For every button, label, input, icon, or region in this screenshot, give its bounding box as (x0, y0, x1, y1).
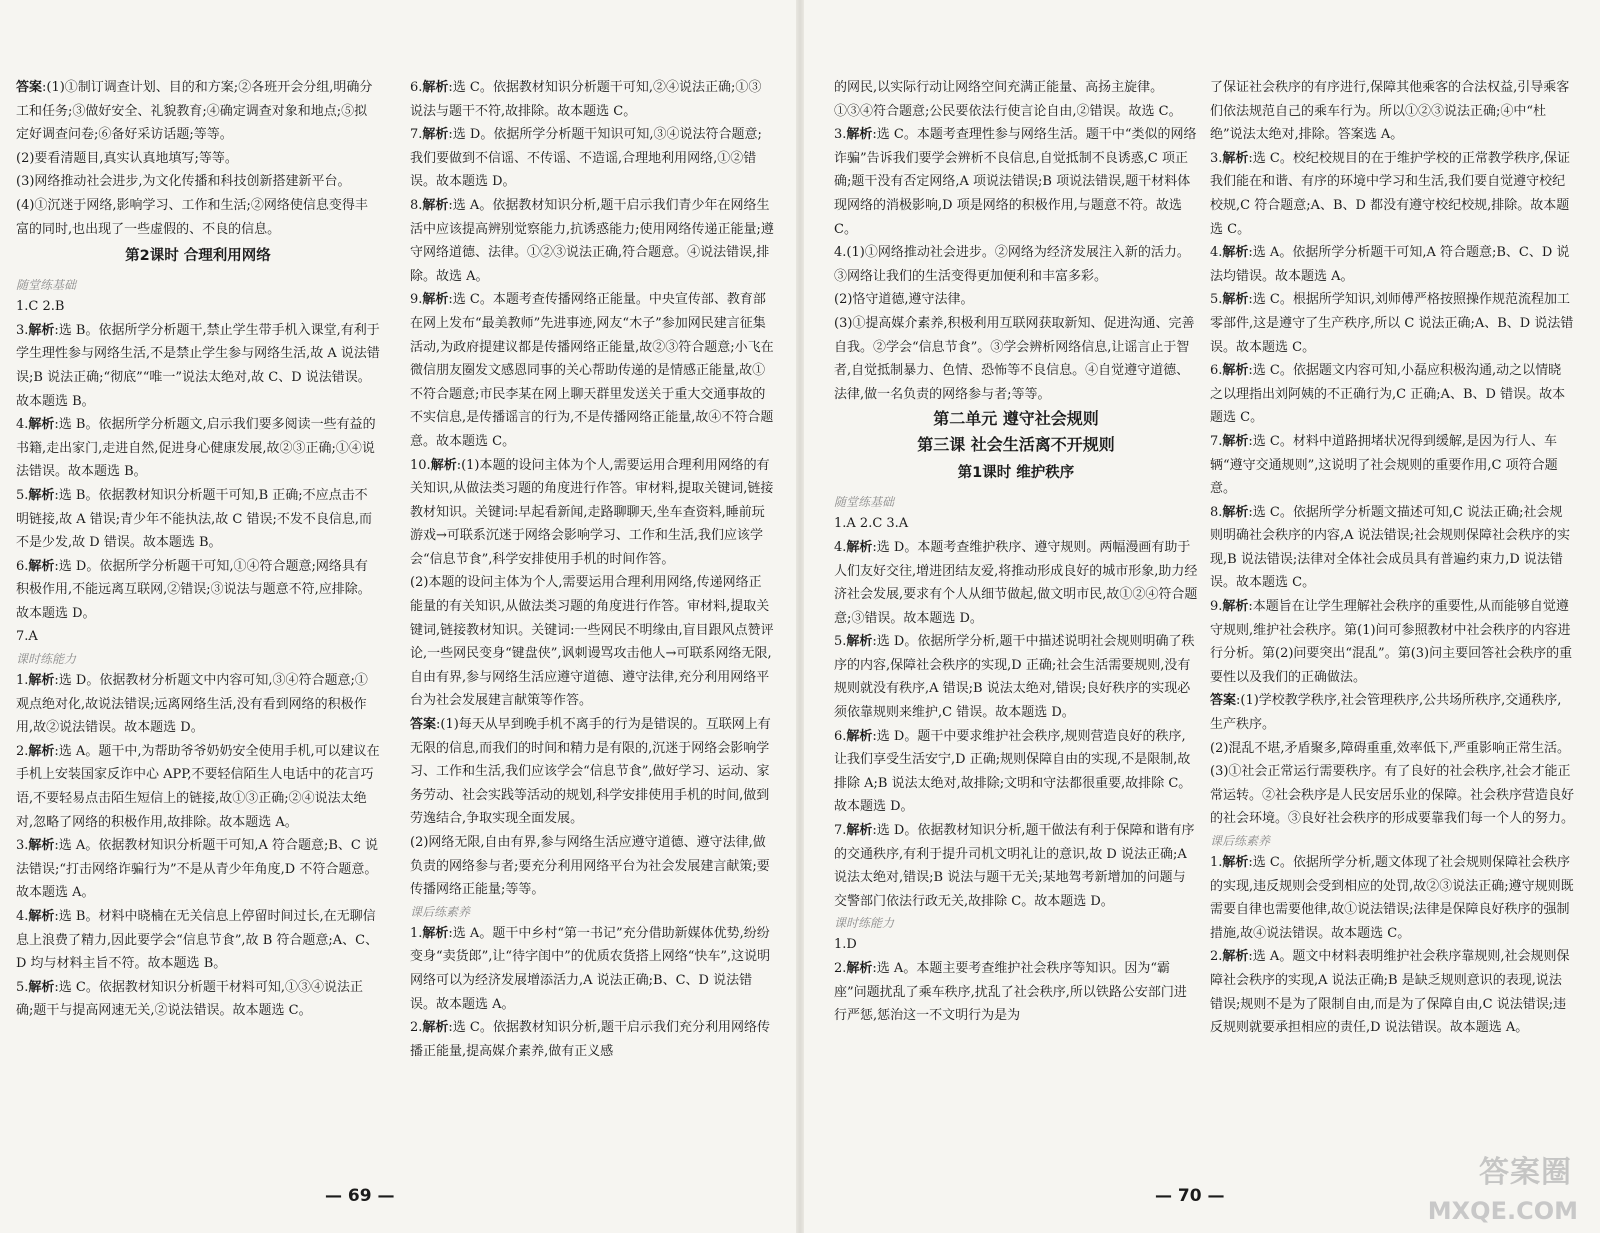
answer-paragraph (834, 76, 1198, 123)
watermark-logo: 答案圈 (1479, 1155, 1572, 1190)
paragraph-text: :选 A。依据教材知识分析题干可知,A 符合题意;B、C 说法错误;“打击网络诈骗行为”不是从青少年角度,D 不符合题意。故本题选 A。 (16, 838, 378, 901)
item-number: 1. (410, 925, 423, 941)
paragraph-text: :选 A。依据所学分析题干可知,A 符合题意;B、C、D 说法均错误。故本题选 A。 (1210, 245, 1570, 284)
item-number: 3. (834, 127, 847, 143)
paragraph-text: :选 B。依据所学分析题文,启示我们要多阅读一些有益的书籍,走出家门,走进自然,促进身心健康发展,故②③正确;①④说法错误。故本题选 B。 (16, 417, 376, 480)
label-bold: 解析 (1222, 433, 1249, 449)
answer-paragraph (410, 288, 774, 453)
paragraph-text: :选 C。本题考查理性参与网络生活。题干中“类似的网络诈骗”告诉我们要学会辨析不良信息,自觉抵制不良诱惑,C 项正确;题干没有否定网络,A 项说法错误;B 项说法错误,题干材料体现网络的消极影响,D 项是网络的积极作用,与题意不符。故选 C。 (834, 127, 1197, 237)
answer-paragraph (834, 312, 1198, 406)
answer-paragraph (834, 241, 1198, 288)
paragraph-text: :选 C。依据题文内容可知,小磊应积极沟通,动之以情晓之以理指出刘阿姨的不正确行为,C 正确;A、B、D 错误。故本题选 C。 (1210, 363, 1566, 426)
label-bold: 答案 (16, 80, 43, 95)
item-number: 7. (410, 127, 423, 143)
item-number: 5. (16, 487, 29, 503)
answer-paragraph (1210, 147, 1574, 241)
paragraph-text: (3)①提高媒介素养,积极利用互联网获取新知、促进沟通、完善自我。②学会“信息节食”。③学会辨析网络信息,让谣言止于智者,自觉抵制暴力、色情、恐怖等不良信息。④自觉遵守道德、法律,做一名负责的网络参与者;等等。 (834, 315, 1195, 402)
right-column-1 (834, 76, 1198, 1176)
answer-paragraph (16, 147, 380, 171)
paragraph-text: (4)①沉迷于网络,影响学习、工作和生活;②网络使信息变得丰富的同时,也出现了一些虚假的、不良的信息。 (16, 197, 368, 237)
label-bold: 解析 (422, 1020, 449, 1036)
paragraph-text: :选 D。题干中要求维护社会秩序,规则营造良好的秩序,让我们享受生活安宁,D 正确;规则保障自由的实现,不是限制,故排除 A;B 说法太绝对,故排除;文明和守法都很重要,故排除 C。故本题选 D。 (834, 728, 1192, 815)
paragraph-text: :选 D。依据所学分析,题干中描述说明社会规则明确了秩序的内容,保障社会秩序的实现,D 正确;社会生活需要规则,没有规则就没有秩序,A 错误;B 说法太绝对,错误;良好秩序的实现必须依靠规则来维护,C 错误。故本题选 D。 (834, 634, 1195, 721)
item-number: 7. (1210, 433, 1223, 449)
paragraph-text: :选 D。依据教材知识分析,题干做法有利于保障和谐有序的交通秩序,有利于提升司机文明礼让的意识,故 D 说法正确;A 说法太绝对,错误;B 说法与题干无关;某地驾考新增加的问题与交警部门依法行政无关,故排除 C。故本题选 D。 (834, 823, 1195, 909)
item-number: 6. (1210, 363, 1223, 379)
item-number: 3. (1210, 150, 1223, 166)
paragraph-text: (2)网络无限,自由有界,参与网络生活应遵守道德、遵守法律,做负责的网络参与者;要充分利用网络平台为社会发展建言献策;要传播网络正能量;等等。 (410, 835, 770, 898)
answer-paragraph (410, 571, 774, 713)
item-number: 6. (410, 80, 423, 95)
paragraph-text: :选 C。依据教材知识分析题干材料可知,①③④说法正确;题干与提高网速无关,②说法错误。故本题选 C。 (16, 979, 364, 1019)
paragraph-text: :选 A。依据教材知识分析,题干启示我们青少年在网络生活中应该提高辨别觉察能力,抗诱惑能力;使用网络传递正能量;遵守网络道德、法律。①②③说法正确,符合题意。④说法错误,排除。故选 A。 (410, 197, 774, 284)
label-bold: 解析 (846, 539, 873, 555)
item-number: 3. (16, 838, 29, 854)
paragraph-text: :本题旨在让学生理解社会秩序的重要性,从而能够自觉遵守规则,维护社会秩序。第(1)问可参照教材中社会秩序的内容进行分析。第(2)问要突出“混乱”。第(3)问主要回答社会秩序的重要性以及我们的正确做法。 (1210, 599, 1573, 685)
item-number: 5. (1210, 292, 1223, 308)
left-column-2 (410, 76, 774, 1176)
paragraph-text: :选 C。校纪校规目的在于维护学校的正常教学秩序,保证我们能在和谐、有序的环境中学习和生活,我们要自觉遵守校纪校规,C 符合题意;A、B、D 都没有遵守校纪校规,排除。故本题选 C。 (1210, 150, 1571, 237)
label-bold: 解析 (422, 925, 449, 941)
label-bold: 解析 (28, 909, 55, 924)
paragraph-text: 7.A (16, 629, 38, 645)
answer-paragraph (410, 922, 774, 1016)
paragraph-text: 了保证社会秩序的有序进行,保障其他乘客的合法权益,引导乘客们依法规范自己的乘车行为。所以①②③说法正确;④中“杜绝”说法太绝对,排除。答案选 A。 (1210, 80, 1570, 143)
item-number: 4. (834, 539, 847, 555)
paragraph-text: 1.D (834, 937, 857, 953)
answer-paragraph (16, 669, 380, 740)
paragraph-text: :选 C。依据所学分析题文描述可知,C 说法正确;社会规则明确社会秩序的内容,A 说法错误;社会规则保障社会秩序的实现,B 说法错误;法律对全体社会成员具有普遍约束力,D 说法错误。故本题选 C。 (1210, 504, 1571, 591)
answer-paragraph (1210, 760, 1574, 831)
answer-paragraph (834, 512, 1198, 536)
answer-paragraph (410, 454, 774, 572)
label-bold: 解析 (422, 292, 449, 308)
item-number: 6. (16, 558, 29, 574)
item-number: 8. (410, 197, 423, 213)
paragraph-text: :选 C。依据教材知识分析,题干启示我们充分利用网络传播正能量,提高媒介素养,做有正义感 (410, 1020, 771, 1059)
item-number: 4. (16, 909, 29, 924)
answer-paragraph (834, 819, 1198, 913)
answer-paragraph (16, 484, 380, 555)
answer-paragraph (1210, 501, 1574, 595)
answer-paragraph (16, 76, 380, 147)
answer-paragraph (410, 831, 774, 902)
section-label: 课时练能力 (16, 652, 77, 667)
item-number: 6. (834, 728, 847, 744)
label-bold: 解析 (1222, 855, 1249, 870)
item-number: 5. (834, 634, 847, 650)
item-number: 3. (16, 322, 29, 338)
answer-paragraph (16, 555, 380, 626)
paragraph-text: (2)恪守道德,遵守法律。 (834, 292, 974, 308)
answer-paragraph (1210, 945, 1574, 1039)
answer-paragraph (1210, 689, 1574, 736)
watermark-url: MXQE.COM (1427, 1197, 1578, 1225)
paragraph-text: (2)混乱不堪,矛盾聚多,障碍重重,效率低下,严重影响正常生活。 (1210, 740, 1570, 756)
answer-paragraph (410, 194, 774, 288)
answer-paragraph (1210, 430, 1574, 501)
answer-paragraph (834, 123, 1198, 241)
answer-paragraph (410, 123, 774, 194)
paragraph-text: :选 D。依据所学分析题干可知,①④符合题意;网络具有积极作用,不能远离互联网,②错误;③说法与题意不符,应排除。故本题选 D。 (16, 558, 371, 621)
answer-paragraph (16, 170, 380, 194)
answer-paragraph (16, 905, 380, 976)
label-bold: 解析 (28, 487, 55, 503)
answer-paragraph (16, 834, 380, 905)
watermark (1428, 1147, 1578, 1227)
answer-paragraph (16, 976, 380, 1023)
label-bold: 解析 (1222, 949, 1249, 965)
label-bold: 解析 (1222, 292, 1249, 308)
label-bold: 答案 (410, 717, 437, 733)
label-bold: 解析 (846, 634, 873, 650)
answer-paragraph (1210, 76, 1574, 147)
lesson-heading: 第2课时 合理利用网络 (125, 248, 271, 265)
paragraph-text: :选 C。材料中道路拥堵状况得到缓解,是因为行人、车辆“遵守交通规则”,这说明了社会规则的重要作用,C 项符合题意。 (1210, 433, 1558, 497)
paragraph-text: :选 C。根据所学知识,刘师傅严格按照操作规范流程加工零部件,这是遵守了生产秩序,所以 C 说法正确;A、B、D 说法错误。故本题选 C。 (1210, 292, 1574, 355)
section-label: 课后练素养 (410, 904, 471, 919)
section-label: 随堂练基础 (16, 278, 77, 293)
paragraph-text: 1.C 2.B (16, 299, 65, 315)
answer-paragraph (16, 319, 380, 413)
item-number: 1. (16, 673, 29, 689)
label-bold: 解析 (846, 823, 873, 839)
item-number: 2. (16, 743, 29, 759)
paragraph-text: :选 B。材料中晓楠在无关信息上停留时间过长,在无聊信息上浪费了精力,因此要学会“信息节食”,故 B 符合题意;A、C、D 均与材料主旨不符。故本题选 B。 (16, 909, 379, 972)
answer-paragraph (16, 194, 380, 241)
answer-paragraph (1210, 851, 1574, 945)
item-number: 10. (410, 457, 431, 473)
answer-paragraph (1210, 288, 1574, 359)
paragraph-text: 1.A 2.C 3.A (834, 516, 909, 532)
paragraph-text: :选 C。依据教材知识分析题干可知,②④说法正确;①③说法与题干不符,故排除。故本题选 C。 (410, 80, 762, 119)
label-bold: 解析 (1222, 245, 1249, 261)
item-number: 4. (16, 417, 29, 433)
label-bold: 解析 (1222, 363, 1249, 379)
paragraph-text: (3)网络推动社会进步,为文化传播和科技创新搭建新平台。 (16, 174, 351, 190)
label-bold: 解析 (28, 558, 55, 574)
label-bold: 答案 (1210, 693, 1237, 709)
answer-paragraph (1210, 737, 1574, 761)
paragraph-text: :选 C。依据所学分析,题文体现了社会规则保障社会秩序的实现,违反规则会受到相应的处罚,故②③说法正确;遵守规则既需要自律也需要他律,故①说法错误;法律是保障良好秩序的强制措施,故④说法错误。故本题选 C。 (1210, 855, 1574, 941)
paragraph-text: :(1)本题的设问主体为个人,需要运用合理利用网络的有关知识,从做法类习题的角度进行作答。审材料,提取关键词,链接教材知识。关键词:早起看新闻,走路聊聊天,坐车查资料,睡前玩游戏→可联系沉迷于网络会影响学习、工作和生活,我们应该学会“信息节食”,科学安排使用手机的时间作答。 (410, 457, 774, 567)
answer-paragraph (834, 957, 1198, 1028)
label-bold: 解析 (28, 417, 55, 433)
paragraph-text: 4.(1)①网络推动社会进步。②网络为经济发展注入新的活力。③网络让我们的生活变得更加便利和丰富多彩。 (834, 245, 1190, 284)
paragraph-text: :选 B。依据教材知识分析题干可知,B 正确;不应点击不明链接,故 A 错误;青少年不能执法,故 C 错误;不发不良信息,而不是少发,故 D 错误。故本题选 B。 (16, 487, 373, 551)
item-number: 2. (834, 961, 847, 976)
lesson-heading: 第三课 社会生活离不开规则 (917, 435, 1115, 455)
label-bold: 解析 (28, 743, 55, 759)
page-number-right: — 70 — (1155, 1186, 1225, 1206)
label-bold: 解析 (1222, 599, 1249, 615)
answer-paragraph (1210, 595, 1574, 689)
answer-paragraph (834, 933, 1198, 957)
label-bold: 解析 (430, 457, 457, 473)
left-column-1 (16, 76, 380, 1176)
answer-paragraph (1210, 359, 1574, 430)
paragraph-text: :选 A。本题主要考查维护社会秩序等知识。因为“霸座”问题扰乱了乘车秩序,扰乱了社会秩序,所以铁路公安部门进行严惩,惩治这一不文明行为是为 (834, 961, 1187, 1024)
right-column-2 (1210, 76, 1574, 1176)
paragraph-text: :(1)每天从早到晚手机不离手的行为是错误的。互联网上有无限的信息,而我们的时间和精力是有限的,沉迷于网络会影响学习、工作和生活,我们应该学会“信息节食”,做好学习、运动、家务劳动、社会实践等活动的规划,科学安排使用手机的时间,做到劳逸结合,争取实现全面发展。 (410, 717, 771, 827)
answer-paragraph (410, 76, 774, 123)
label-bold: 解析 (1222, 504, 1249, 520)
answer-paragraph (16, 413, 380, 484)
paragraph-text: :选 D。本题考查维护秩序、遵守规则。两幅漫画有助于人们友好交往,增进团结友爱,将推动形成良好的城市形象,助力经济社会发展,要求有个人从细节做起,做文明市民,故①②④符合题意;③错误。故本题选 D。 (834, 539, 1198, 626)
label-bold: 解析 (422, 80, 449, 95)
paragraph-text: :选 A。题文中材料表明维护社会秩序靠规则,社会规则保障社会秩序的实现,A 说法正确;B 是缺乏规则意识的表现,说法错误;规则不是为了限制自由,而是为了保障自由,C 说法错误;违反规则就要承担相应的责任,D 说法错误。故本题选 A。 (1210, 949, 1570, 1036)
paragraph-text: :选 D。依据教材分析题文中内容可知,③④符合题意;①观点绝对化,故说法错误;远离网络生活,没有看到网络的积极作用,故②说法错误。故本题选 D。 (16, 673, 368, 736)
answer-paragraph (410, 713, 774, 831)
section-label: 课后练素养 (1210, 834, 1271, 848)
item-number: 4. (1210, 245, 1223, 261)
item-number: 9. (1210, 599, 1223, 615)
section-label: 课时练能力 (834, 916, 895, 931)
item-number: 9. (410, 292, 423, 308)
label-bold: 解析 (28, 838, 55, 854)
paragraph-text: (2)本题的设问主体为个人,需要运用合理利用网络,传递网络正能量的有关知识,从做法类习题的角度进行作答。审材料,提取关键词,链接教材知识。关键词:一些网民不明缘由,盲目跟风点赞评论,一些网民变身“键盘侠”,讽刺谩骂攻击他人→可联系网络无限,自由有界,参与网络生活应遵守道德、遵守法律,充分利用网络平台为社会发展建言献策等作答。 (410, 575, 774, 709)
label-bold: 解析 (846, 728, 873, 744)
item-number: 2. (1210, 949, 1223, 965)
paragraph-text: (3)①社会正常运行需要秩序。有了良好的社会秩序,社会才能正常运转。②社会秩序是人民安居乐业的保障。社会秩序营造良好的社会环境。③良好社会秩序的形成要靠我们每一个人的努力。 (1210, 764, 1574, 827)
label-bold: 解析 (846, 961, 873, 976)
label-bold: 解析 (422, 127, 449, 143)
label-bold: 解析 (1222, 150, 1249, 166)
item-number: 5. (16, 979, 29, 995)
answer-paragraph (834, 630, 1198, 724)
answer-paragraph (834, 288, 1198, 312)
answer-paragraph (834, 725, 1198, 819)
label-bold: 解析 (422, 197, 449, 213)
item-number: 7. (834, 823, 847, 839)
answer-paragraph (16, 295, 380, 319)
label-bold: 解析 (28, 979, 55, 995)
item-number: 8. (1210, 504, 1223, 520)
paragraph-text: :选 B。依据所学分析题干,禁止学生带手机入课堂,有利于学生理性参与网络生活,不是禁止学生参与网络生活,故 A 说法错误;B 说法正确;“彻底”“唯一”说法太绝对,故 C、D 说法错误。故本题选 B。 (16, 322, 380, 409)
label-bold: 解析 (28, 322, 55, 338)
paragraph-text: :(1)①制订调查计划、目的和方案;②各班开会分组,明确分工和任务;③做好安全、礼貌教育;④确定调查对象和地点;⑤拟定好调查问卷;⑥备好采访话题;等等。 (16, 80, 373, 143)
item-number: 2. (410, 1020, 423, 1036)
page-number-left: — 69 — (325, 1186, 395, 1206)
answer-paragraph (1210, 241, 1574, 288)
paragraph-text: :选 C。本题考查传播网络正能量。中央宣传部、教育部在网上发布“最美教师”先进事迹,网友“木子”参加网民建言征集活动,为政府提建议都是传播网络正能量,故②③符合题意;小飞在微信朋友圈发文感恩同事的关心帮助传递的是情感正能量,故①不符合题意;市民李某在网上聊天群里发送关于重大交通事故的不实信息,是传播谣言的行为,不是传播网络正能量,故④不符合题意。故本题选 C。 (410, 292, 774, 449)
answer-paragraph (16, 625, 380, 649)
paragraph-text: :选 D。依据所学分析题干知识可知,③④说法符合题意;我们要做到不信谣、不传谣、不造谣,合理地利用网络,①②错误。故本题选 D。 (410, 127, 762, 190)
paragraph-text: 的网民,以实际行动让网络空间充满正能量、高扬主旋律。①③④符合题意;公民要依法行使言论自由,②错误。故选 C。 (834, 80, 1182, 119)
section-label: 随堂练基础 (834, 495, 895, 510)
item-number: 1. (1210, 855, 1223, 870)
unit-heading: 第二单元 遵守社会规则 (933, 409, 1099, 429)
label-bold: 解析 (28, 673, 55, 689)
right-page (800, 0, 1600, 1233)
paragraph-text: :(1)学校教学秩序,社会管理秩序,公共场所秩序,交通秩序,生产秩序。 (1210, 693, 1562, 733)
answer-paragraph (834, 536, 1198, 630)
paragraph-text: (2)要看清题目,真实认真地填写;等等。 (16, 150, 238, 166)
period-heading: 第1课时 维护秩序 (957, 465, 1075, 482)
answer-paragraph (16, 740, 380, 834)
label-bold: 解析 (846, 127, 873, 143)
paragraph-text: :选 A。题干中乡村“第一书记”充分借助新媒体优势,纷纷变身“卖货郎”,让“待字闺中”的优质农货搭上网络“快车”,这说明网络可以为经济发展增添活力,A 说法正确;B、C、D 说法错误。故本题选 A。 (410, 925, 771, 1012)
paragraph-text: :选 A。题干中,为帮助爷爷奶奶安全使用手机,可以建议在手机上安装国家反诈中心 APP,不要轻信陌生人电话中的花言巧语,不要轻易点击陌生短信上的链接,故①③正确;②④说法太绝对,忽略了网络的积极作用,故排除。故本题选 A。 (16, 743, 380, 830)
answer-paragraph (410, 1016, 774, 1063)
